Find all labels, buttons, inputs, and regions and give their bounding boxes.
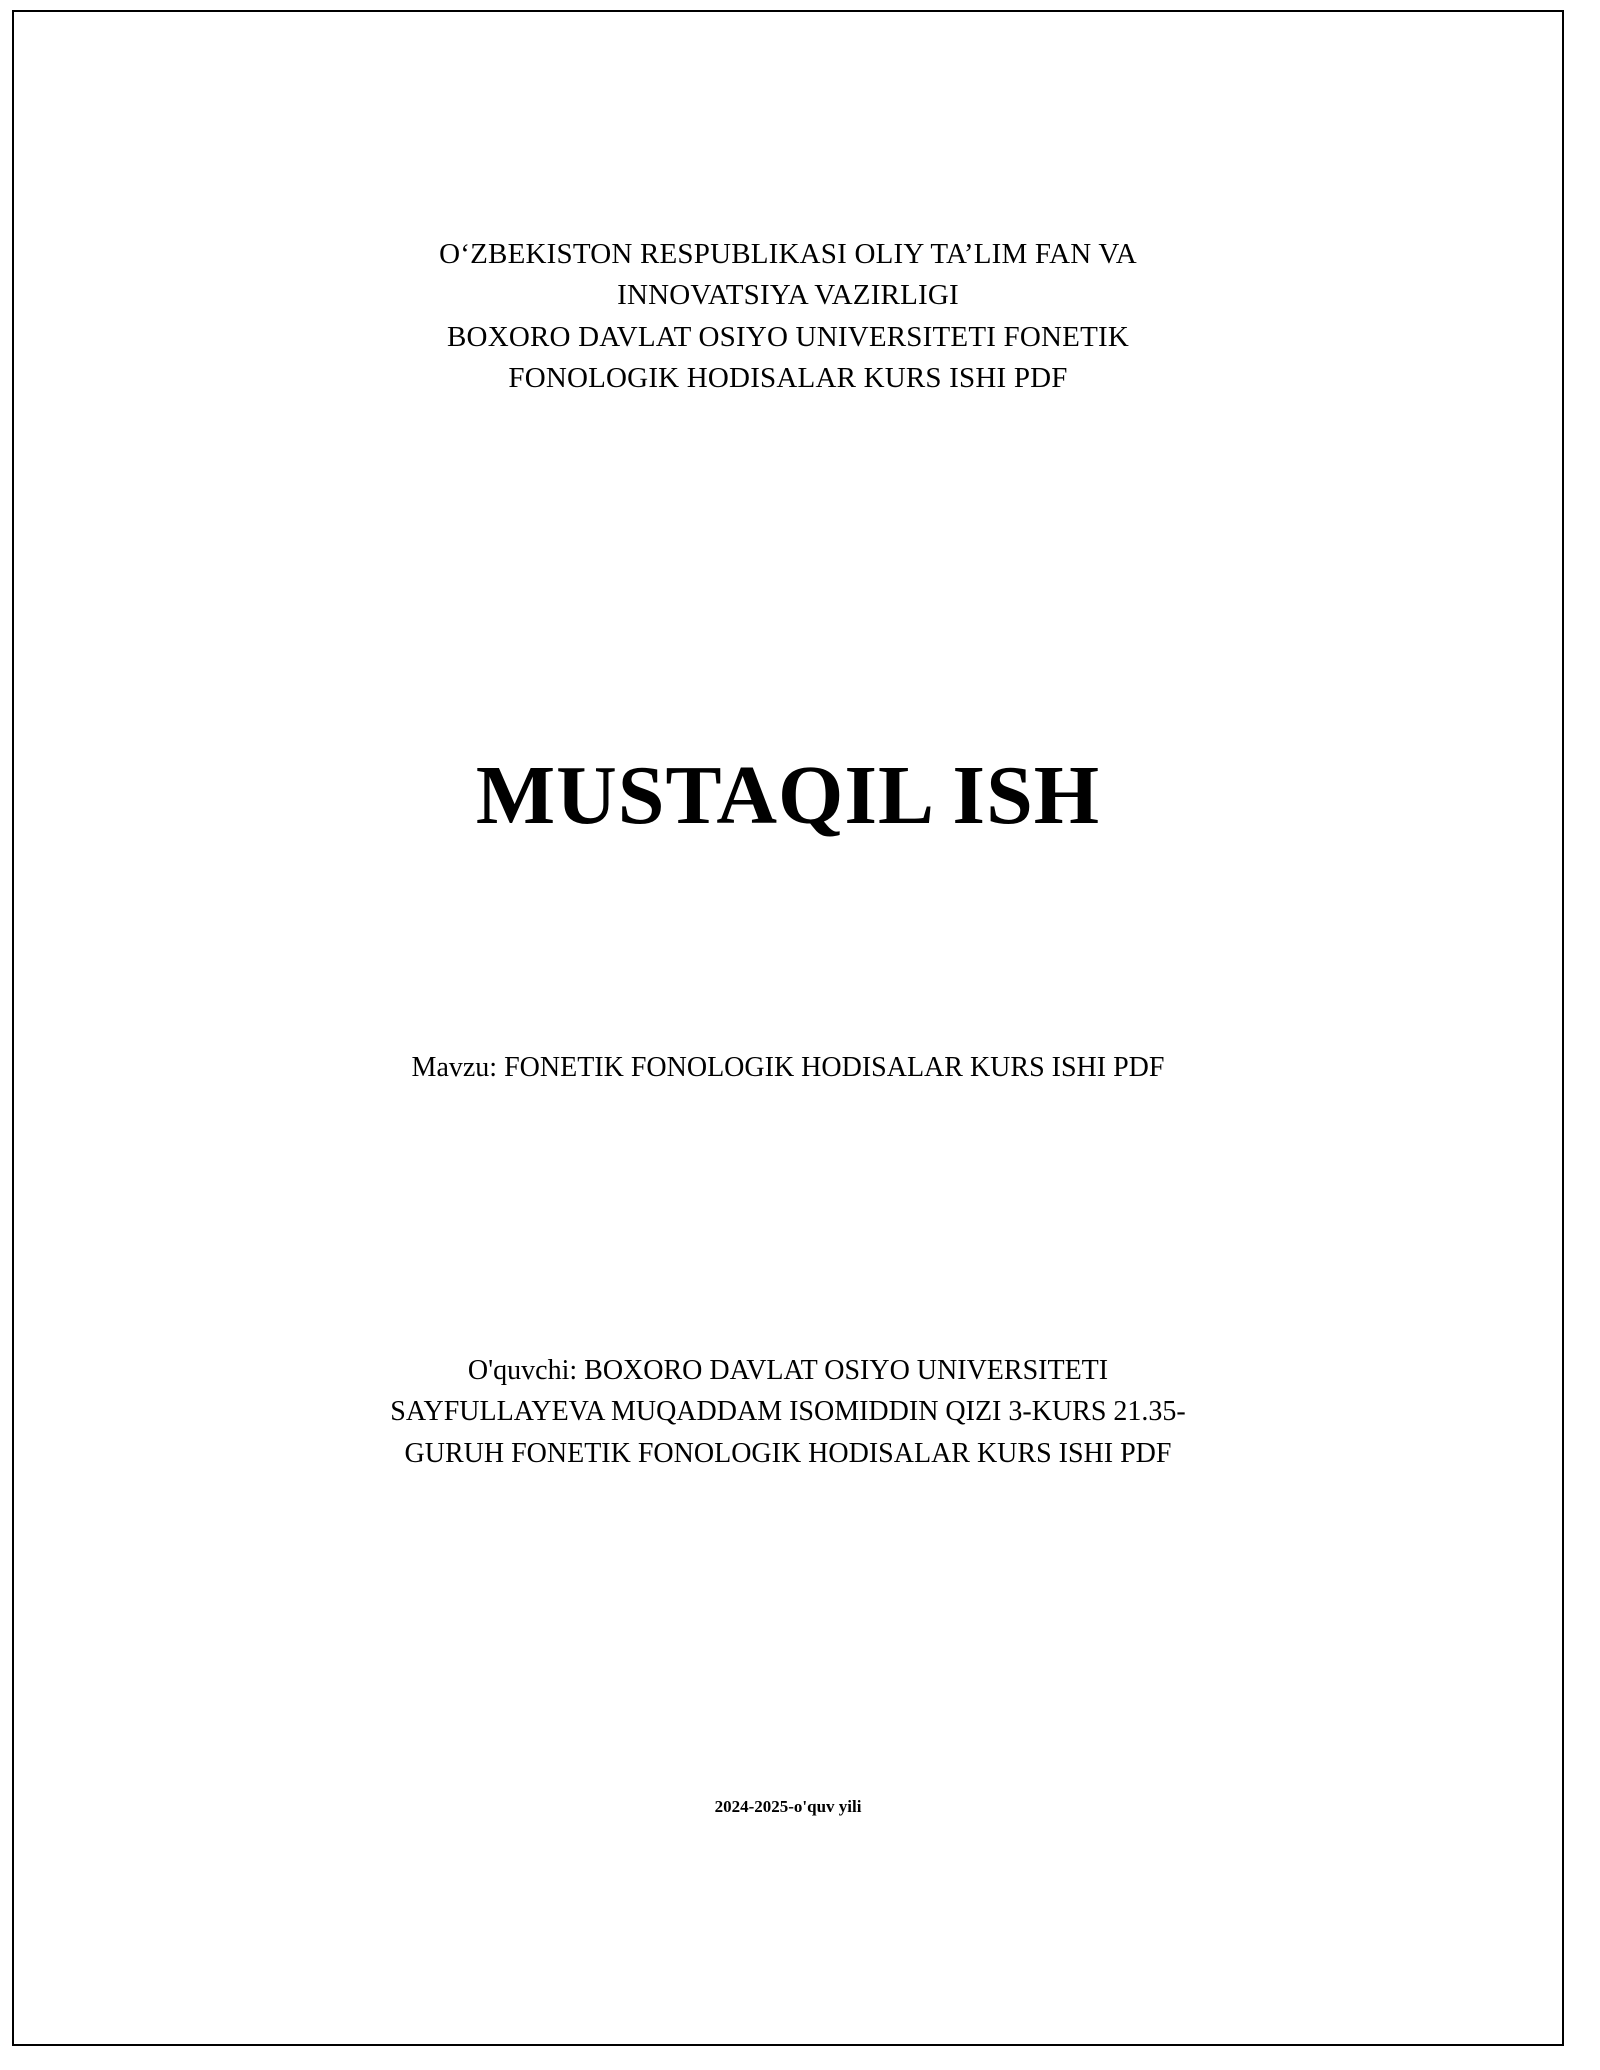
- page-title: MUSTAQIL ISH: [475, 749, 1101, 842]
- institution-header-line-1: O‘ZBEKISTON RESPUBLIKASI OLIY TA’LIM FAN VA: [439, 238, 1137, 270]
- institution-header: [14, 234, 1562, 400]
- student-info-line-1: O'quvchi: BOXORO DAVLAT OSIYO UNIVERSITETI: [467, 1355, 1109, 1386]
- institution-header-line-3: BOXORO DAVLAT OSIYO UNIVERSITETI FONETIK: [447, 320, 1129, 353]
- academic-year: 2024-2025-o'quv yili: [714, 1797, 862, 1816]
- student-info: [14, 1350, 1562, 1474]
- institution-header-line-4: FONOLOGIK HODISALAR KURS ISHI PDF: [508, 362, 1068, 395]
- student-info-line-3: GURUH FONETIK FONOLOGIK HODISALAR KURS ISHI PDF: [404, 1437, 1172, 1469]
- document-page: [12, 10, 1564, 2046]
- student-info-line-2: SAYFULLAYEVA MUQADDAM ISOMIDDIN QIZI 3-KURS 21.35-: [390, 1396, 1186, 1428]
- subject-line: Mavzu: FONETIK FONOLOGIK HODISALAR KURS ISHI PDF: [411, 1052, 1165, 1083]
- institution-header-line-2: INNOVATSIYA VAZIRLIGI: [617, 279, 959, 312]
